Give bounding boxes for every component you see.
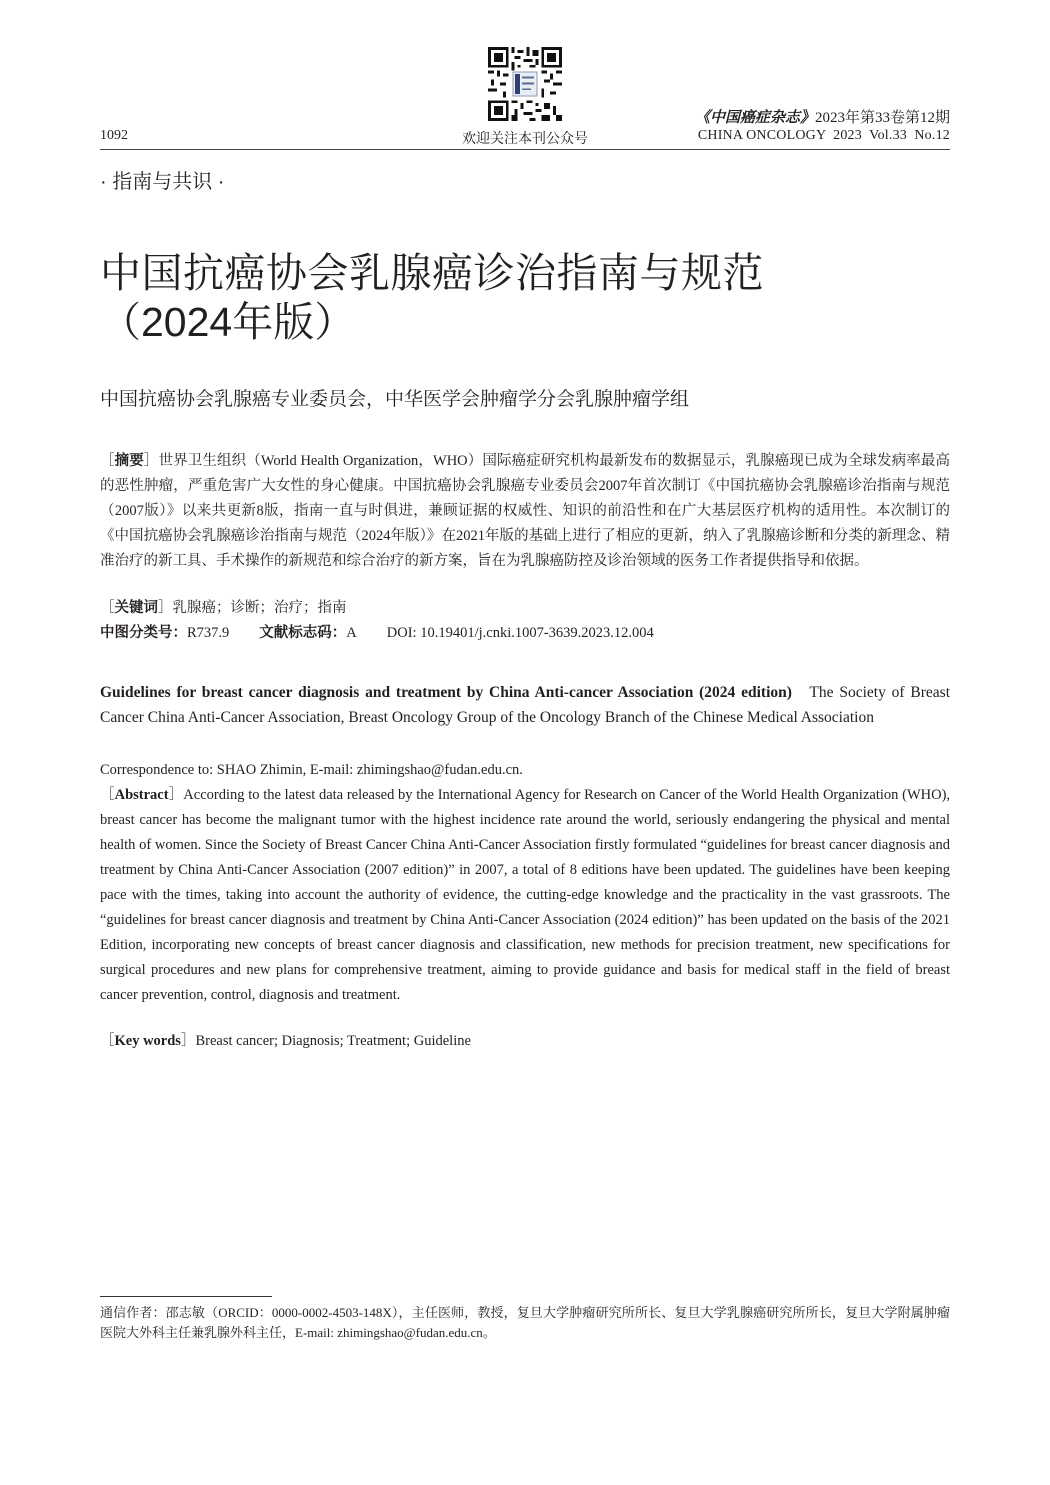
clc-value: R737.9 [187, 625, 230, 641]
abstract-en [100, 783, 950, 1008]
journal-name-cn: 《中国癌症杂志》 [694, 110, 815, 126]
bracket-open: ［ [100, 1033, 115, 1049]
english-title: Guidelines for breast cancer diagnosis and treatment by China Anti-cancer Association (2024 edition) [100, 684, 792, 701]
english-authors: The Society of Breast Cancer China Anti-Cancer Association, Breast Oncology Group of the Oncology Branch of the Chinese Medical Association [100, 684, 950, 726]
journal-issue-en: CHINA ONCOLOGY 2023 Vol.33 No.12 [697, 128, 950, 143]
abstract-en-text: According to the latest data released by the International Agency for Research on Cancer of the World Health Organization (WHO), breast cancer has become the malignant tumor with the highest incidence rate around the world, seriously endangering the physical and mental health of women. Since the Society of Breast Cancer China Anti-Cancer Association firstly formulated “guidelines for breast cancer diagnosis and treatment by China Anti-Cancer Association (2007 edition)” in 2007, a total of 8 editions have been updated. The guidelines have been keeping pace with the times, taking into account the authority of evidence, the cutting-edge knowledge and the practicality in the vast grassroots. The “guidelines for breast cancer diagnosis and treatment by China Anti-Cancer Association (2024 edition)” has been updated on the basis of the 2021 Edition, incorporating new concepts of breast cancer diagnosis and classification, new methods for precision treatment, new specifications for surgical procedures and new plans for comprehensive treatment, aiming to provide guidance and basis for medical staff in the field of breast cancer prevention, control, diagnosis and treatment. [100, 787, 951, 1003]
article-title-edition: （2024年版） [100, 299, 356, 345]
keywords-en [100, 1029, 950, 1054]
keywords-cn-text: 乳腺癌；诊断；治疗；指南 [172, 600, 347, 616]
doc-code-label: 文献标志码： [259, 625, 347, 641]
corresponding-author-footnote: 通信作者：邵志敏（ORCID：0000-0002-4503-148X），主任医师，教授，复旦大学肿瘤研究所所长、复旦大学乳腺癌研究所所长，复旦大学附属肿瘤医院大外科主任兼乳腺外科主任，E-mail: zhimingshao@fudan.edu.cn。 [100, 1305, 950, 1340]
bracket-close: ］ [180, 1033, 196, 1049]
bracket-open: ［ [100, 453, 115, 469]
keywords-en-text: Breast cancer; Diagnosis; Treatment; Guideline [195, 1033, 471, 1049]
abstract-cn-label: 摘要 [114, 453, 144, 469]
abstract-cn [100, 449, 950, 574]
journal-issue-cn [695, 106, 950, 127]
keywords-cn [100, 596, 950, 621]
qr-code-icon [488, 47, 562, 121]
keywords-en-label: Key words [114, 1033, 181, 1049]
keywords-cn-label: 关键词 [114, 600, 158, 616]
page-number: 1092 [100, 128, 128, 143]
correspondence: Correspondence to: SHAO Zhimin, E-mail: zhimingshao@fudan.edu.cn. [100, 762, 523, 778]
bracket-close: ］ [158, 600, 173, 616]
abstract-cn-text: 世界卫生组织（World Health Organization，WHO）国际癌症研究机构最新发布的数据显示，乳腺癌现已成为全球发病率最高的恶性肿瘤，严重危害广大女性的身心健康。中国抗癌协会乳腺癌专业委员会2007年首次制订《中国抗癌协会乳腺癌诊治指南与规范（2007版）》以来共更新8版，指南一直与时俱进，兼顾证据的权威性、知识的前沿性和在广大基层医疗机构的适用性。本次制订的《中国抗癌协会乳腺癌诊治指南与规范（2024年版）》在2021年版的基础上进行了相应的更新，纳入了乳腺癌诊断和分类的新理念、精准治疗的新工具、手术操作的新规范和综合治疗的新方案，旨在为乳腺癌防控及诊治领域的医务工作者提供指导和依据。 [100, 453, 951, 569]
header-divider [100, 149, 950, 150]
classification-line [100, 621, 654, 646]
qr-caption: 欢迎关注本刊公众号 [462, 130, 588, 146]
journal-issue-text: 2023年第33卷第12期 [814, 110, 950, 126]
english-title-block [100, 680, 950, 730]
clc-label: 中图分类号： [100, 625, 187, 641]
doc-code-value: A [346, 625, 357, 641]
bracket-close: ］ [143, 453, 159, 469]
doi[interactable]: DOI: 10.19401/j.cnki.1007-3639.2023.12.004 [386, 625, 654, 641]
article-authors: 中国抗癌协会乳腺癌专业委员会，中华医学会肿瘤学分会乳腺肿瘤学组 [100, 389, 690, 410]
article-title: 中国抗癌协会乳腺癌诊治指南与规范 [100, 250, 764, 296]
footnote-divider [100, 1296, 272, 1297]
column-tag: · 指南与共识 · [100, 171, 225, 193]
abstract-en-label: Abstract [114, 787, 169, 803]
bracket-open: ［ [100, 787, 115, 803]
bracket-open: ［ [100, 600, 115, 616]
bracket-close: ］ [168, 787, 184, 803]
